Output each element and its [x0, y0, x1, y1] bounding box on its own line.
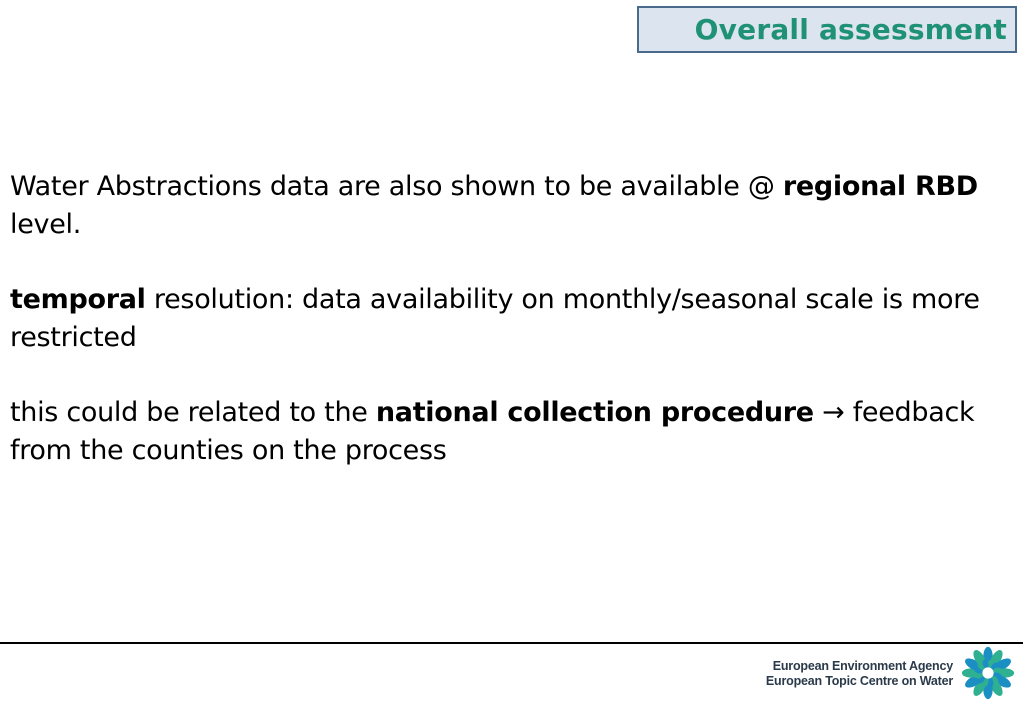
footer-org-line2: European Topic Centre on Water — [765, 674, 953, 688]
paragraph-regional — [10, 168, 1020, 244]
footer-org-line1: European Environment Agency — [772, 659, 953, 673]
slide-body — [10, 168, 1020, 507]
paragraph-text: resolution: data availability on monthly/seasonal scale is more restricted — [10, 284, 980, 353]
emphasis-temporal: temporal — [10, 284, 146, 315]
paragraph-text: feedback from the counties on the process — [10, 397, 975, 466]
arrow-icon: → — [813, 397, 853, 428]
eea-logo-icon — [960, 645, 1016, 701]
slide-title-box — [637, 6, 1017, 53]
footer-organization — [766, 659, 953, 689]
emphasis-regional-rbd: regional RBD — [782, 171, 978, 202]
paragraph-text: this could be related to the — [10, 397, 376, 428]
paragraph-text: level. — [10, 209, 81, 240]
paragraph-temporal — [10, 281, 1020, 357]
footer-divider — [0, 642, 1023, 644]
slide-title: Overall assessment — [694, 13, 1007, 46]
paragraph-text: Water Abstractions data are also shown to be available @ — [10, 171, 783, 202]
paragraph-national — [10, 394, 1020, 470]
emphasis-national-collection: national collection procedure — [375, 397, 814, 428]
